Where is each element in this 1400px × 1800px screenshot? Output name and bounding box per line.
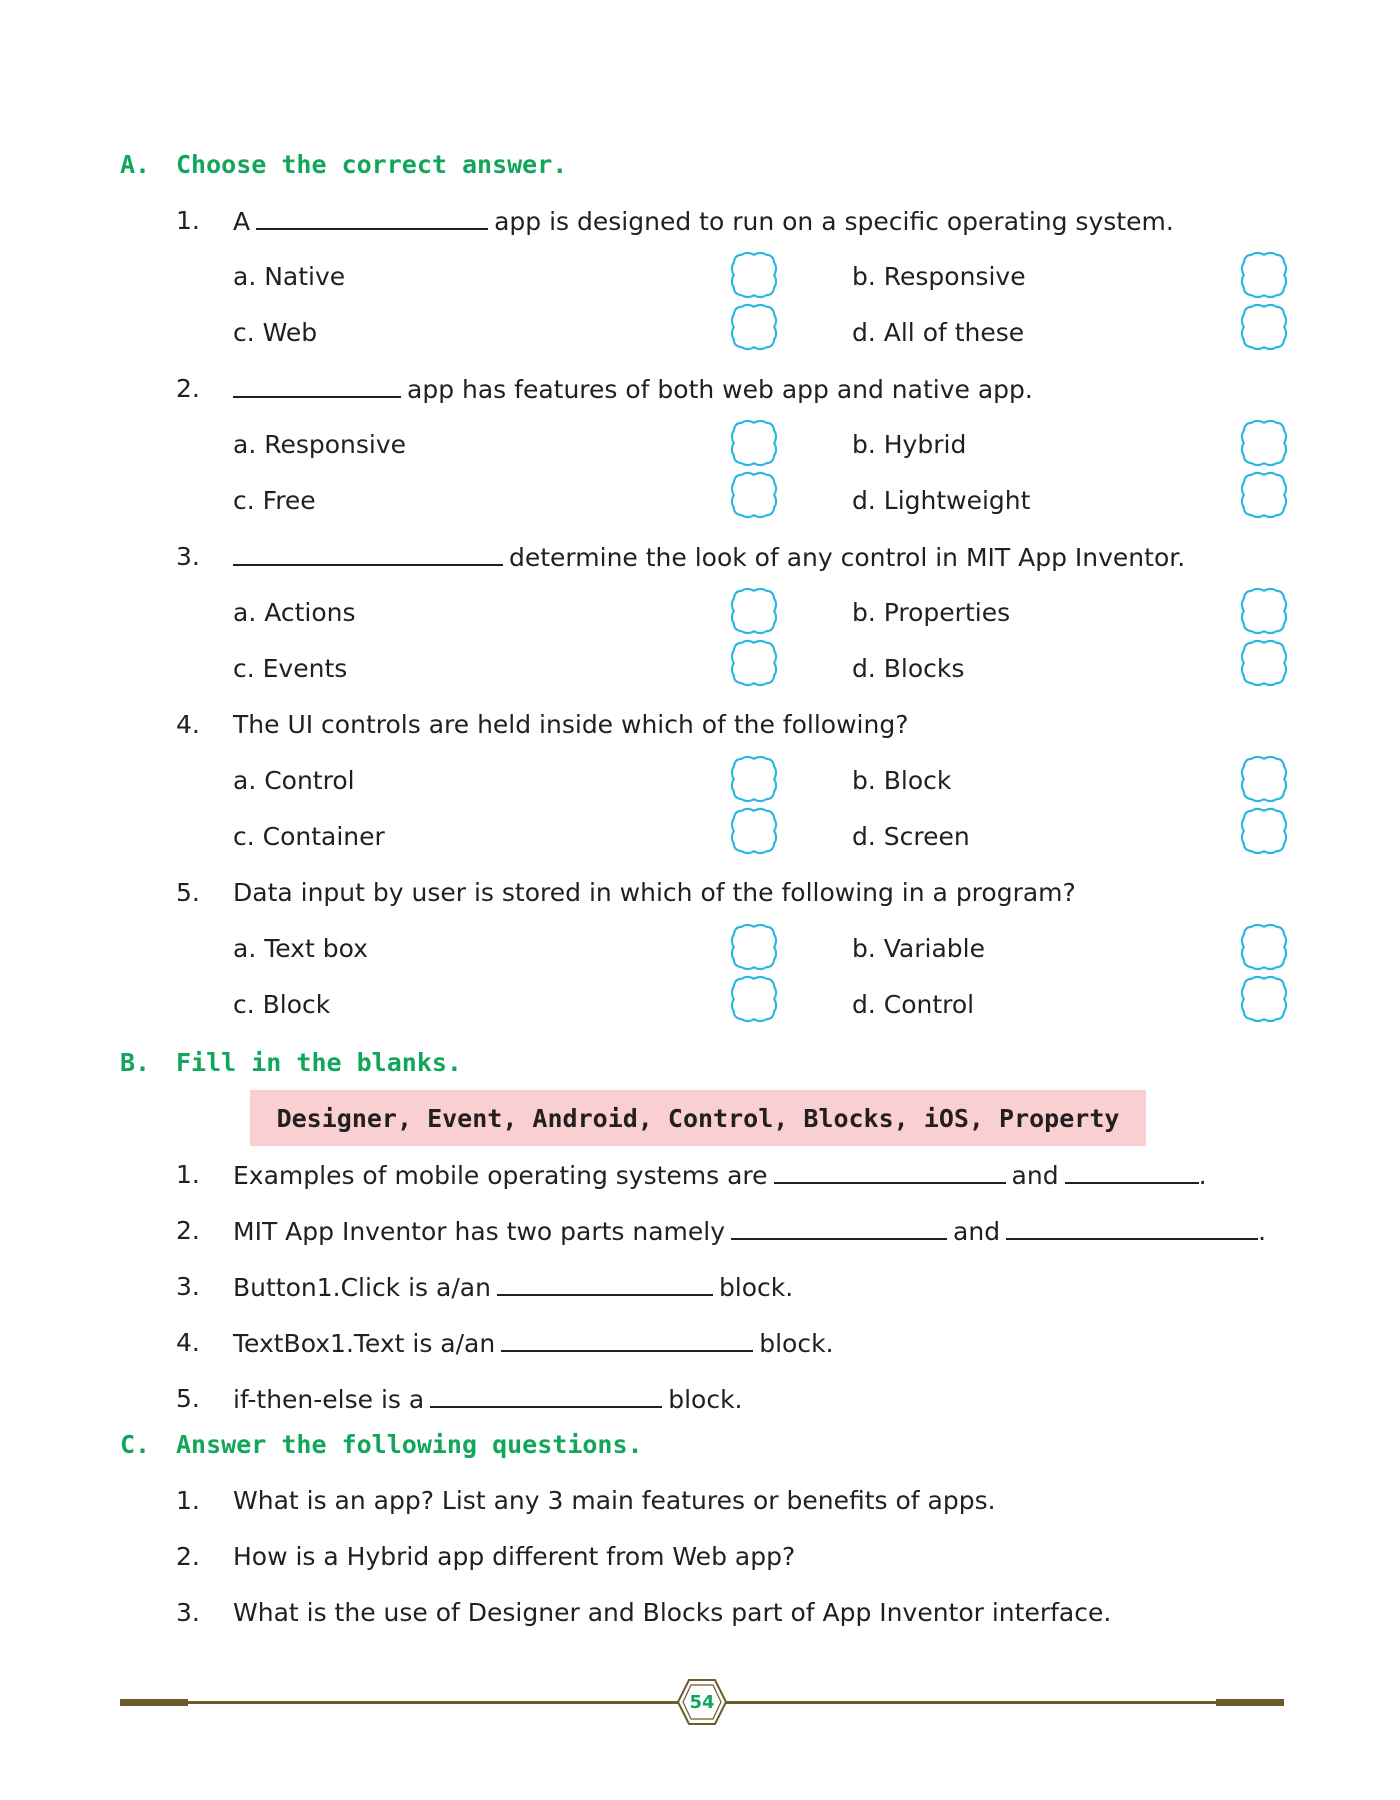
option-b: b. Block (852, 766, 952, 795)
blank-item (233, 1160, 1207, 1190)
answer-blank[interactable] (497, 1272, 713, 1296)
blank-item-text: MIT App Inventor has two parts namely (233, 1217, 726, 1246)
blank-item-number: 1. (176, 1160, 200, 1189)
question-text-post: app is designed to run on a specific operating system. (494, 207, 1174, 236)
blank-item-text: Button1.Click is a/an (233, 1273, 491, 1302)
blank-item-end: . (1198, 1161, 1207, 1190)
answer-blank[interactable] (256, 206, 488, 230)
blank-item-text: if-then-else is a (233, 1385, 425, 1414)
answer-blank[interactable] (430, 1384, 662, 1408)
option-d: d. Lightweight (852, 486, 1031, 515)
option-c-checkbox[interactable] (730, 806, 778, 856)
option-b: b. Properties (852, 598, 1011, 627)
answer-blank[interactable] (233, 542, 503, 566)
blank-item-text: block. (759, 1329, 834, 1358)
option-c-checkbox[interactable] (730, 638, 778, 688)
question-text: What is an app? List any 3 main features or benefits of apps. (233, 1486, 996, 1515)
option-c: c. Free (233, 486, 316, 515)
option-a-checkbox[interactable] (730, 754, 778, 804)
blank-item-text: TextBox1.Text is a/an (233, 1329, 496, 1358)
option-b: b. Responsive (852, 262, 1026, 291)
answer-blank[interactable] (774, 1160, 1006, 1184)
option-d: d. Blocks (852, 654, 965, 683)
option-b-checkbox[interactable] (1240, 586, 1288, 636)
section-b-letter: B. (120, 1048, 151, 1077)
question-number: 1. (176, 1486, 200, 1515)
answer-blank[interactable] (501, 1328, 753, 1352)
option-c: c. Block (233, 990, 331, 1019)
question-number: 4. (176, 710, 200, 739)
footer-rule-cap-right (1216, 1699, 1284, 1706)
section-a-title: Choose the correct answer. (176, 150, 568, 179)
blank-item (233, 1384, 743, 1414)
question-text: Data input by user is stored in which of the following in a program? (233, 878, 1076, 907)
question-text: The UI controls are held inside which of the following? (233, 710, 909, 739)
option-b: b. Hybrid (852, 430, 967, 459)
question-number: 2. (176, 374, 200, 403)
blank-item-text: and (1011, 1161, 1059, 1190)
page-number: 54 (689, 1691, 715, 1713)
option-d-checkbox[interactable] (1240, 974, 1288, 1024)
option-c: c. Web (233, 318, 318, 347)
option-d-checkbox[interactable] (1240, 638, 1288, 688)
option-a-checkbox[interactable] (730, 586, 778, 636)
blank-item-text: block. (718, 1273, 794, 1302)
blank-item-number: 3. (176, 1272, 200, 1301)
blank-item-text: Examples of mobile operating systems are (233, 1161, 768, 1190)
blank-item-number: 4. (176, 1328, 200, 1357)
blank-item-end: . (1258, 1217, 1267, 1246)
option-a-checkbox[interactable] (730, 250, 778, 300)
question-number: 5. (176, 878, 200, 907)
option-d: d. Control (852, 990, 975, 1019)
question-text-post: app has features of both web app and native app. (407, 375, 1033, 404)
option-b-checkbox[interactable] (1240, 922, 1288, 972)
option-c-checkbox[interactable] (730, 974, 778, 1024)
blank-item (233, 1216, 1266, 1246)
question-text: How is a Hybrid app different from Web app? (233, 1542, 796, 1571)
question-number: 2. (176, 1542, 200, 1571)
option-c: c. Container (233, 822, 385, 851)
section-a-letter: A. (120, 150, 151, 179)
blank-item (233, 1328, 834, 1358)
section-c-title: Answer the following questions. (176, 1430, 643, 1459)
question-text (233, 542, 1185, 572)
answer-blank[interactable] (731, 1216, 947, 1240)
question-number: 3. (176, 1598, 200, 1627)
option-d-checkbox[interactable] (1240, 470, 1288, 520)
blank-item (233, 1272, 793, 1302)
question-text: What is the use of Designer and Blocks part of App Inventor interface. (233, 1598, 1112, 1627)
question-text (233, 374, 1033, 404)
option-d-checkbox[interactable] (1240, 302, 1288, 352)
question-text (233, 206, 1174, 236)
question-text-pre: A (233, 207, 251, 236)
footer-rule-left (120, 1701, 680, 1704)
option-b: b. Variable (852, 934, 985, 963)
blank-item-number: 2. (176, 1216, 200, 1245)
answer-blank[interactable] (1006, 1216, 1258, 1240)
option-c-checkbox[interactable] (730, 470, 778, 520)
section-c-letter: C. (120, 1430, 151, 1459)
option-a-checkbox[interactable] (730, 418, 778, 468)
answer-blank[interactable] (233, 374, 401, 398)
option-c-checkbox[interactable] (730, 302, 778, 352)
option-d-checkbox[interactable] (1240, 806, 1288, 856)
option-c: c. Events (233, 654, 348, 683)
answer-blank[interactable] (1065, 1160, 1199, 1184)
option-b-checkbox[interactable] (1240, 250, 1288, 300)
option-b-checkbox[interactable] (1240, 754, 1288, 804)
option-a: a. Actions (233, 598, 356, 627)
question-text-post: determine the look of any control in MIT App Inventor. (509, 543, 1186, 572)
option-b-checkbox[interactable] (1240, 418, 1288, 468)
question-number: 1. (176, 206, 200, 235)
option-a: a. Control (233, 766, 355, 795)
blank-item-number: 5. (176, 1384, 200, 1413)
option-a: a. Responsive (233, 430, 407, 459)
option-a: a. Native (233, 262, 346, 291)
word-bank: Designer, Event, Android, Control, Blocks, iOS, Property (250, 1090, 1146, 1146)
option-a-checkbox[interactable] (730, 922, 778, 972)
blank-item-text: block. (668, 1385, 743, 1414)
option-a: a. Text box (233, 934, 368, 963)
question-number: 3. (176, 542, 200, 571)
option-d: d. Screen (852, 822, 970, 851)
section-b-title: Fill in the blanks. (176, 1048, 462, 1077)
footer-rule-right (724, 1701, 1284, 1704)
option-d: d. All of these (852, 318, 1025, 347)
blank-item-text: and (953, 1217, 1001, 1246)
